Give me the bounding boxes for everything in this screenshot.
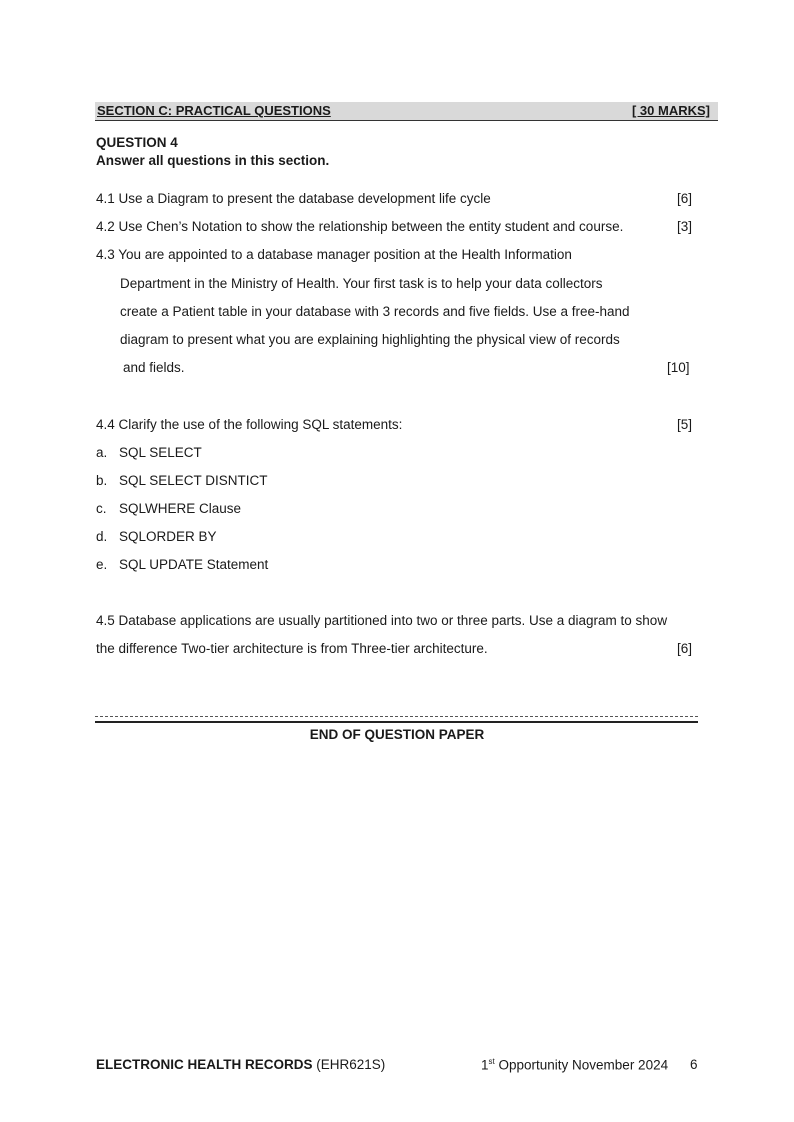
section-marks: [ 30 MARKS] xyxy=(631,103,710,118)
page-number: 6 xyxy=(690,1057,698,1072)
question-4-3-line-3: create a Patient table in your database with 3 records and five fields. Use a free-hand xyxy=(120,304,630,319)
question-4-3-line-1: 4.3 You are appointed to a database manager position at the Health Information xyxy=(96,247,572,262)
question-heading: QUESTION 4 xyxy=(96,135,178,150)
footer-opportunity xyxy=(481,1057,668,1073)
question-4-2: 4.2 Use Chen’s Notation to show the relationship between the entity student and course. xyxy=(96,219,624,234)
question-4-3-line-2: Department in the Ministry of Health. Your first task is to help your data collectors xyxy=(120,276,603,291)
question-4-3-line-4: diagram to present what you are explaining highlighting the physical view of records xyxy=(120,332,620,347)
sql-item-text: SQLWHERE Clause xyxy=(119,501,242,516)
sql-item-a xyxy=(96,445,202,460)
question-4-5-line-2: the difference Two-tier architecture is from Three-tier architecture. xyxy=(96,641,488,656)
question-4-1: 4.1 Use a Diagram to present the database development life cycle xyxy=(96,191,491,206)
question-4-2-marks: [3] xyxy=(677,219,693,234)
question-4-1-marks: [6] xyxy=(677,191,693,206)
sql-item-text: SQL SELECT DISNTICT xyxy=(119,473,268,488)
sql-item-letter: e. xyxy=(96,557,108,572)
section-title: SECTION C: PRACTICAL QUESTIONS xyxy=(97,103,331,118)
sql-item-letter: c. xyxy=(96,501,107,516)
footer-opportunity-text: Opportunity November 2024 xyxy=(494,1057,669,1073)
question-4-4: 4.4 Clarify the use of the following SQL statements: xyxy=(96,417,403,432)
sql-item-e xyxy=(96,557,268,572)
end-of-paper: END OF QUESTION PAPER xyxy=(309,727,485,742)
sql-item-d xyxy=(96,529,217,544)
question-4-4-marks: [5] xyxy=(677,417,693,432)
solid-divider xyxy=(95,721,698,723)
question-4-3-line-5: and fields. xyxy=(123,360,185,375)
question-4-5-marks: [6] xyxy=(677,641,693,656)
sql-item-text: SQL UPDATE Statement xyxy=(119,557,269,572)
question-4-3-marks: [10] xyxy=(667,360,690,375)
dashed-divider xyxy=(95,716,698,717)
question-4-5-line-1: 4.5 Database applications are usually partitioned into two or three parts. Use a diagram to show xyxy=(96,613,668,628)
sql-item-b xyxy=(96,473,268,488)
footer-opportunity-suffix: st xyxy=(488,1057,495,1066)
sql-item-letter: a. xyxy=(96,445,108,460)
sql-item-c xyxy=(96,501,241,516)
sql-item-letter: d. xyxy=(96,529,108,544)
question-instruction: Answer all questions in this section. xyxy=(96,153,330,168)
footer-course-title: ELECTRONIC HEALTH RECORDS xyxy=(96,1057,313,1072)
footer-course xyxy=(96,1057,385,1072)
section-header-bar xyxy=(95,102,718,121)
footer-opportunity-number: 1 xyxy=(481,1057,489,1073)
footer-course-code: (EHR621S) xyxy=(316,1057,386,1072)
sql-item-letter: b. xyxy=(96,473,108,488)
sql-item-text: SQLORDER BY xyxy=(119,529,217,544)
sql-item-text: SQL SELECT xyxy=(119,445,202,460)
